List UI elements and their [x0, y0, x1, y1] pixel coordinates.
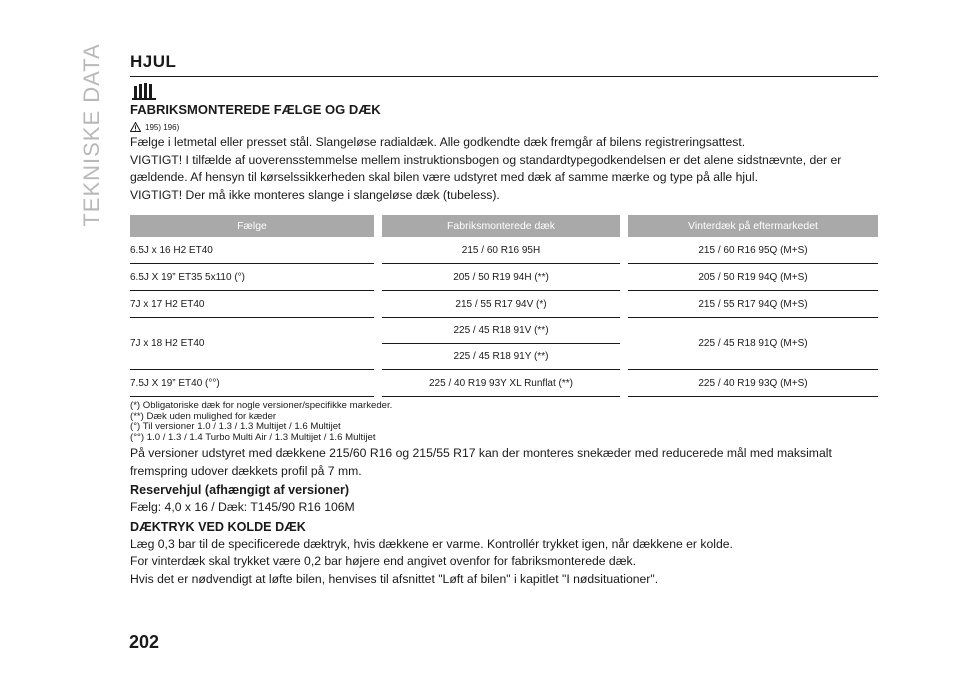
rim-cell: 6.5J X 19” ET35 5x110 (°) [130, 264, 374, 291]
column-header-winter-tires: Vinterdæk på eftermarkedet [628, 215, 878, 237]
rim-cell: 7J x 17 H2 ET40 [130, 291, 374, 318]
rim-cell: 7J x 18 H2 ET40 [130, 318, 374, 370]
cold-pressure-heading: DÆKTRYK VED KOLDE DÆK [130, 519, 306, 534]
table-row [130, 264, 878, 291]
column-header-rims: Fælge [130, 215, 374, 237]
winter-tire-cell: 225 / 40 R19 93Q (M+S) [628, 370, 878, 397]
winter-tire-cell: 225 / 45 R18 91Q (M+S) [628, 318, 878, 370]
page-title: HJUL [130, 52, 177, 71]
factory-fitted-heading: FABRIKSMONTEREDE FÆLGE OG DÆK [130, 102, 381, 117]
table-footnotes [130, 401, 878, 443]
wheel-icon-row [130, 82, 878, 102]
tire-table [130, 215, 878, 397]
factory-tire-option: 225 / 45 R18 91V (**) [382, 318, 620, 344]
table-row [130, 318, 878, 370]
factory-tire-cell-split [382, 318, 620, 370]
factory-tire-cell: 225 / 40 R19 93Y XL Runflat (**) [382, 370, 620, 397]
table-row [130, 370, 878, 397]
cold-pressure-line: For vinterdæk skal trykket være 0,2 bar højere end angivet ovenfor for fabriksmonterede dæk. [130, 554, 637, 569]
table-row [130, 237, 878, 264]
page-number: 202 [129, 632, 160, 652]
wheel-icon [132, 83, 158, 101]
footnote: (**) Dæk uden mulighed for kæder [130, 410, 277, 422]
cold-pressure-line: Læg 0,3 bar til de specificerede dæktryk, hvis dækkene er varme. Kontrollér trykket igen, når dækkene er kolde. [130, 536, 733, 551]
cold-pressure-line: Hvis det er nødvendigt at løfte bilen, henvises til afsnittet "Løft af bilen" i kapitlet "I nødsituationer". [130, 571, 659, 586]
table-row [130, 291, 878, 318]
snow-chains-paragraph: På versioner udstyret med dækkene 215/60 R16 og 215/55 R17 kan der monteres snekæder med reducerede mål med maksimalt fremspring udover dækkets profil på 7 mm. [130, 446, 832, 478]
footnote: (°°) 1.0 / 1.3 / 1.4 Turbo Multi Air / 1.3 Multijet / 1.6 Multijet [130, 431, 376, 443]
section-label: TEKNISKE DATA [79, 43, 104, 227]
warning-references: 195) 196) [145, 122, 180, 132]
column-header-factory-tires: Fabriksmonterede dæk [382, 215, 620, 237]
footnote: (*) Obligatoriske dæk for nogle versioner/specifikke markeder. [130, 400, 393, 411]
tubeless-paragraph: VIGTIGT! Der må ikke monteres slange i slangeløse dæk (tubeless). [130, 187, 500, 202]
section-side-tab [79, 43, 104, 227]
intro-paragraph: Fælge i letmetal eller presset stål. Slangeløse radialdæk. Alle godkendte dæk fremgår af bilens registreringsattest. [130, 135, 746, 149]
factory-tire-cell: 215 / 60 R16 95H [382, 237, 620, 264]
factory-tire-option: 225 / 45 R18 91Y (**) [453, 351, 549, 362]
winter-tire-cell: 215 / 60 R16 95Q (M+S) [628, 237, 878, 264]
table-header-row [130, 215, 878, 237]
warning-row [130, 120, 878, 134]
winter-tire-cell: 205 / 50 R19 94Q (M+S) [628, 264, 878, 291]
page-content [130, 50, 878, 588]
title-divider [130, 76, 878, 77]
winter-tire-cell: 215 / 55 R17 94Q (M+S) [628, 291, 878, 318]
factory-tire-cell: 215 / 55 R17 94V (*) [382, 291, 620, 318]
warning-triangle-icon [130, 122, 141, 132]
spare-wheel-heading: Reservehjul (afhængigt af versioner) [130, 483, 350, 498]
footnote: (°) Til versioner 1.0 / 1.3 / 1.3 Multijet / 1.6 Multijet [130, 421, 341, 433]
rim-cell: 7.5J X 19” ET40 (°°) [130, 370, 374, 397]
spare-wheel-spec: Fælg: 4,0 x 16 / Dæk: T145/90 R16 106M [130, 500, 355, 515]
factory-tire-cell: 205 / 50 R19 94H (**) [382, 264, 620, 291]
important-paragraph: VIGTIGT! I tilfælde af uoverensstemmelse mellem instruktionsbogen og standardtypegodkendelsen er det alene sidstnævnte, der er gældende. Af hensyn til kørselssikkerheden skal bilen være udstyret med dæk af samme mærke og type på alle hjul. [130, 152, 842, 184]
rim-cell: 6.5J x 16 H2 ET40 [130, 237, 374, 264]
